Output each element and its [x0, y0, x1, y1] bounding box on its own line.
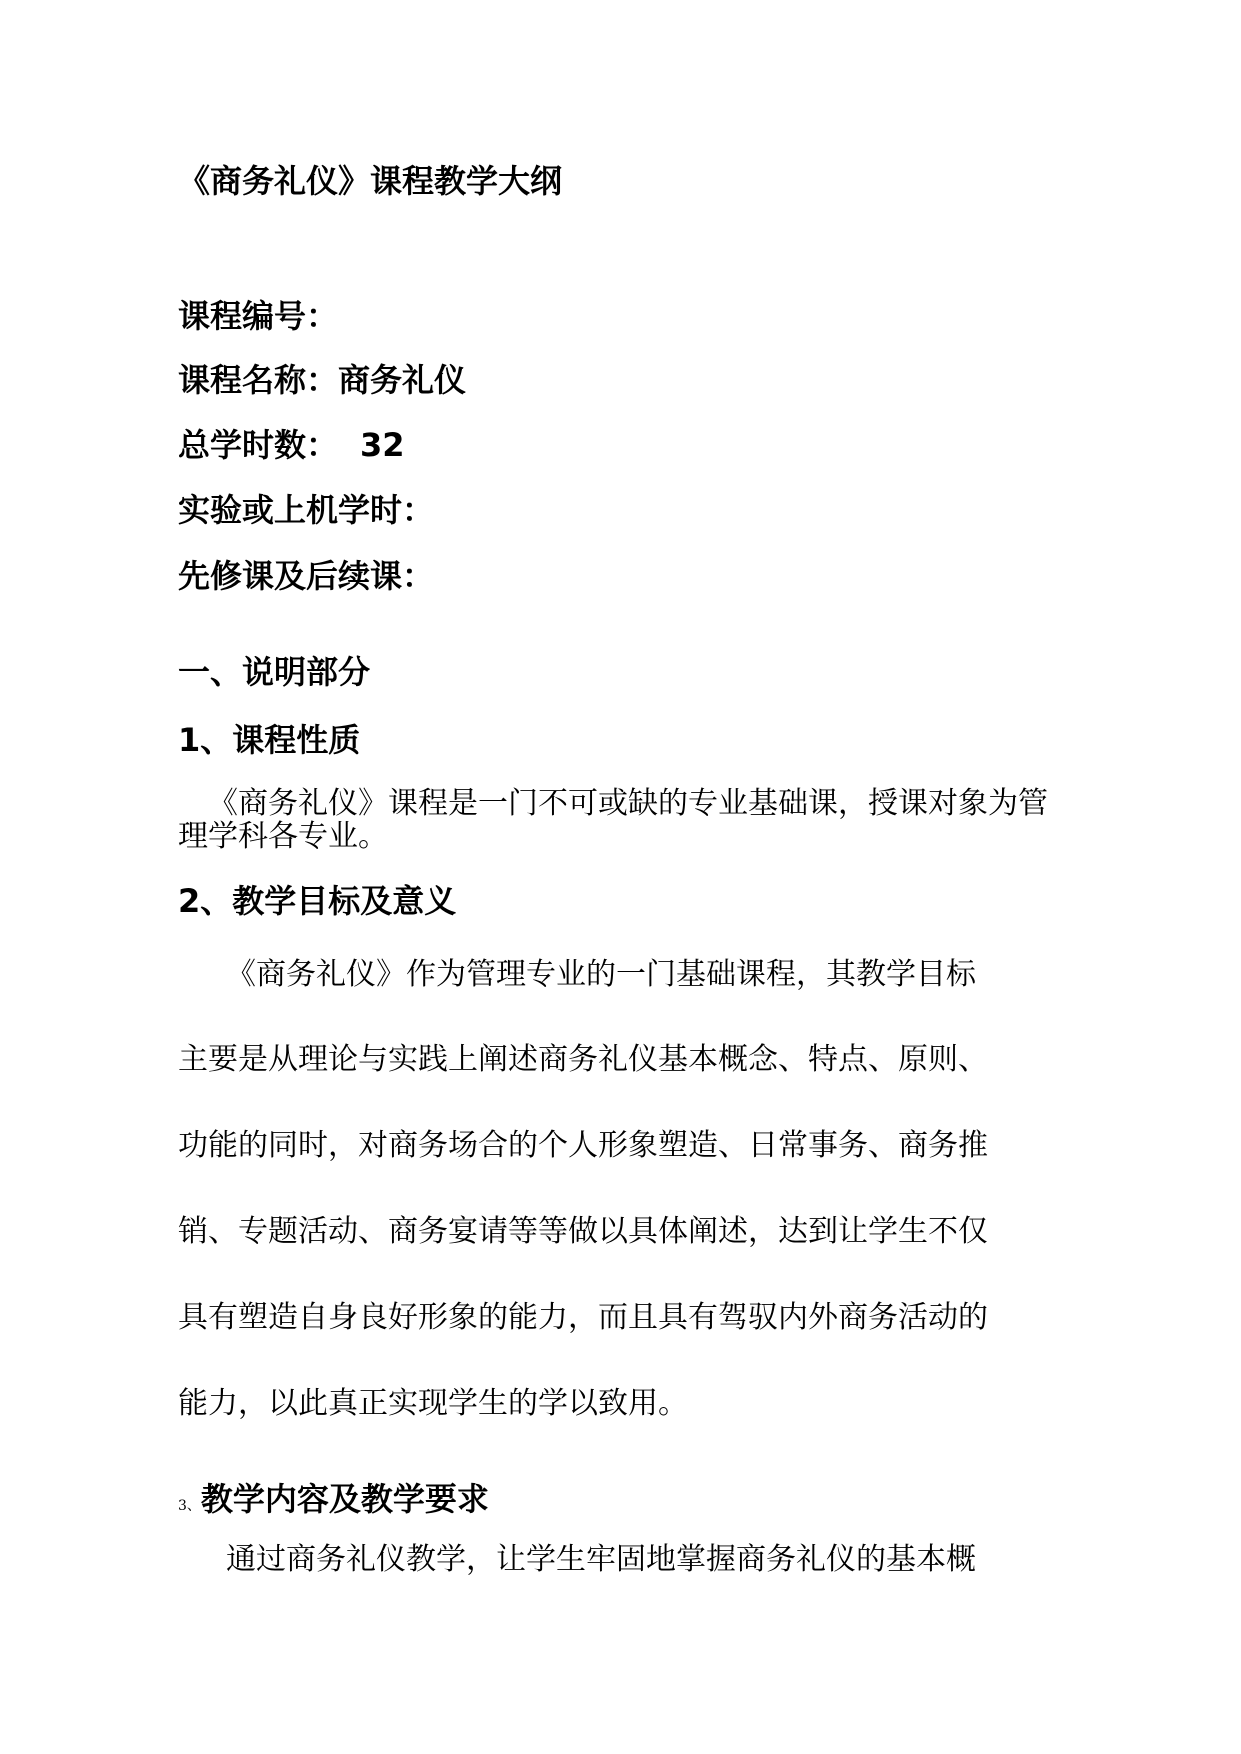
subsection-heading-text: 教学内容及教学要求 — [200, 1480, 489, 1518]
meta-label: 总学时数： — [178, 426, 339, 464]
meta-lab-hours — [178, 491, 435, 529]
goals-paragraph-line: 主要是从理论与实践上阐述商务礼仪基本概念、特点、原则、 — [178, 1042, 988, 1077]
goals-paragraph-line: 能力，以此真正实现学生的学以致用。 — [178, 1386, 688, 1421]
goals-paragraph-line: 《商务礼仪》作为管理专业的一门基础课程，其教学目标 — [226, 957, 976, 992]
course-nature-paragraph — [178, 787, 1058, 853]
meta-label: 课程编号： — [178, 297, 339, 335]
subsection-heading-nature: 1、课程性质 — [178, 721, 361, 759]
document-title: 《商务礼仪》课程教学大纲 — [178, 162, 563, 200]
meta-prerequisites — [178, 557, 435, 595]
meta-value: 商务礼仪 — [338, 361, 467, 399]
course-nature-text: 《商务礼仪》课程是一门不可或缺的专业基础课，授课对象为管理学科各专业。 — [178, 786, 1048, 854]
section-heading: 一、说明部分 — [178, 653, 371, 691]
meta-label: 课程名称： — [178, 361, 339, 399]
goals-paragraph-line: 功能的同时，对商务场合的个人形象塑造、日常事务、商务推 — [178, 1128, 988, 1163]
meta-course-code — [178, 297, 342, 335]
goals-paragraph-line: 销、专题活动、商务宴请等等做以具体阐述，达到让学生不仅 — [178, 1214, 988, 1249]
meta-total-hours — [178, 426, 405, 464]
subsection-heading-content — [178, 1480, 489, 1518]
goals-paragraph-line: 具有塑造自身良好形象的能力，而且具有驾驭内外商务活动的 — [178, 1300, 988, 1335]
subsection-heading-goals: 2、教学目标及意义 — [178, 882, 457, 920]
content-paragraph-line: 通过商务礼仪教学，让学生牢固地掌握商务礼仪的基本概 — [226, 1542, 976, 1577]
subsection-number: 3、 — [178, 1498, 201, 1514]
meta-course-name — [178, 361, 467, 399]
meta-label: 实验或上机学时： — [178, 491, 435, 529]
meta-value: 32 — [360, 426, 405, 464]
meta-label: 先修课及后续课： — [178, 557, 435, 595]
